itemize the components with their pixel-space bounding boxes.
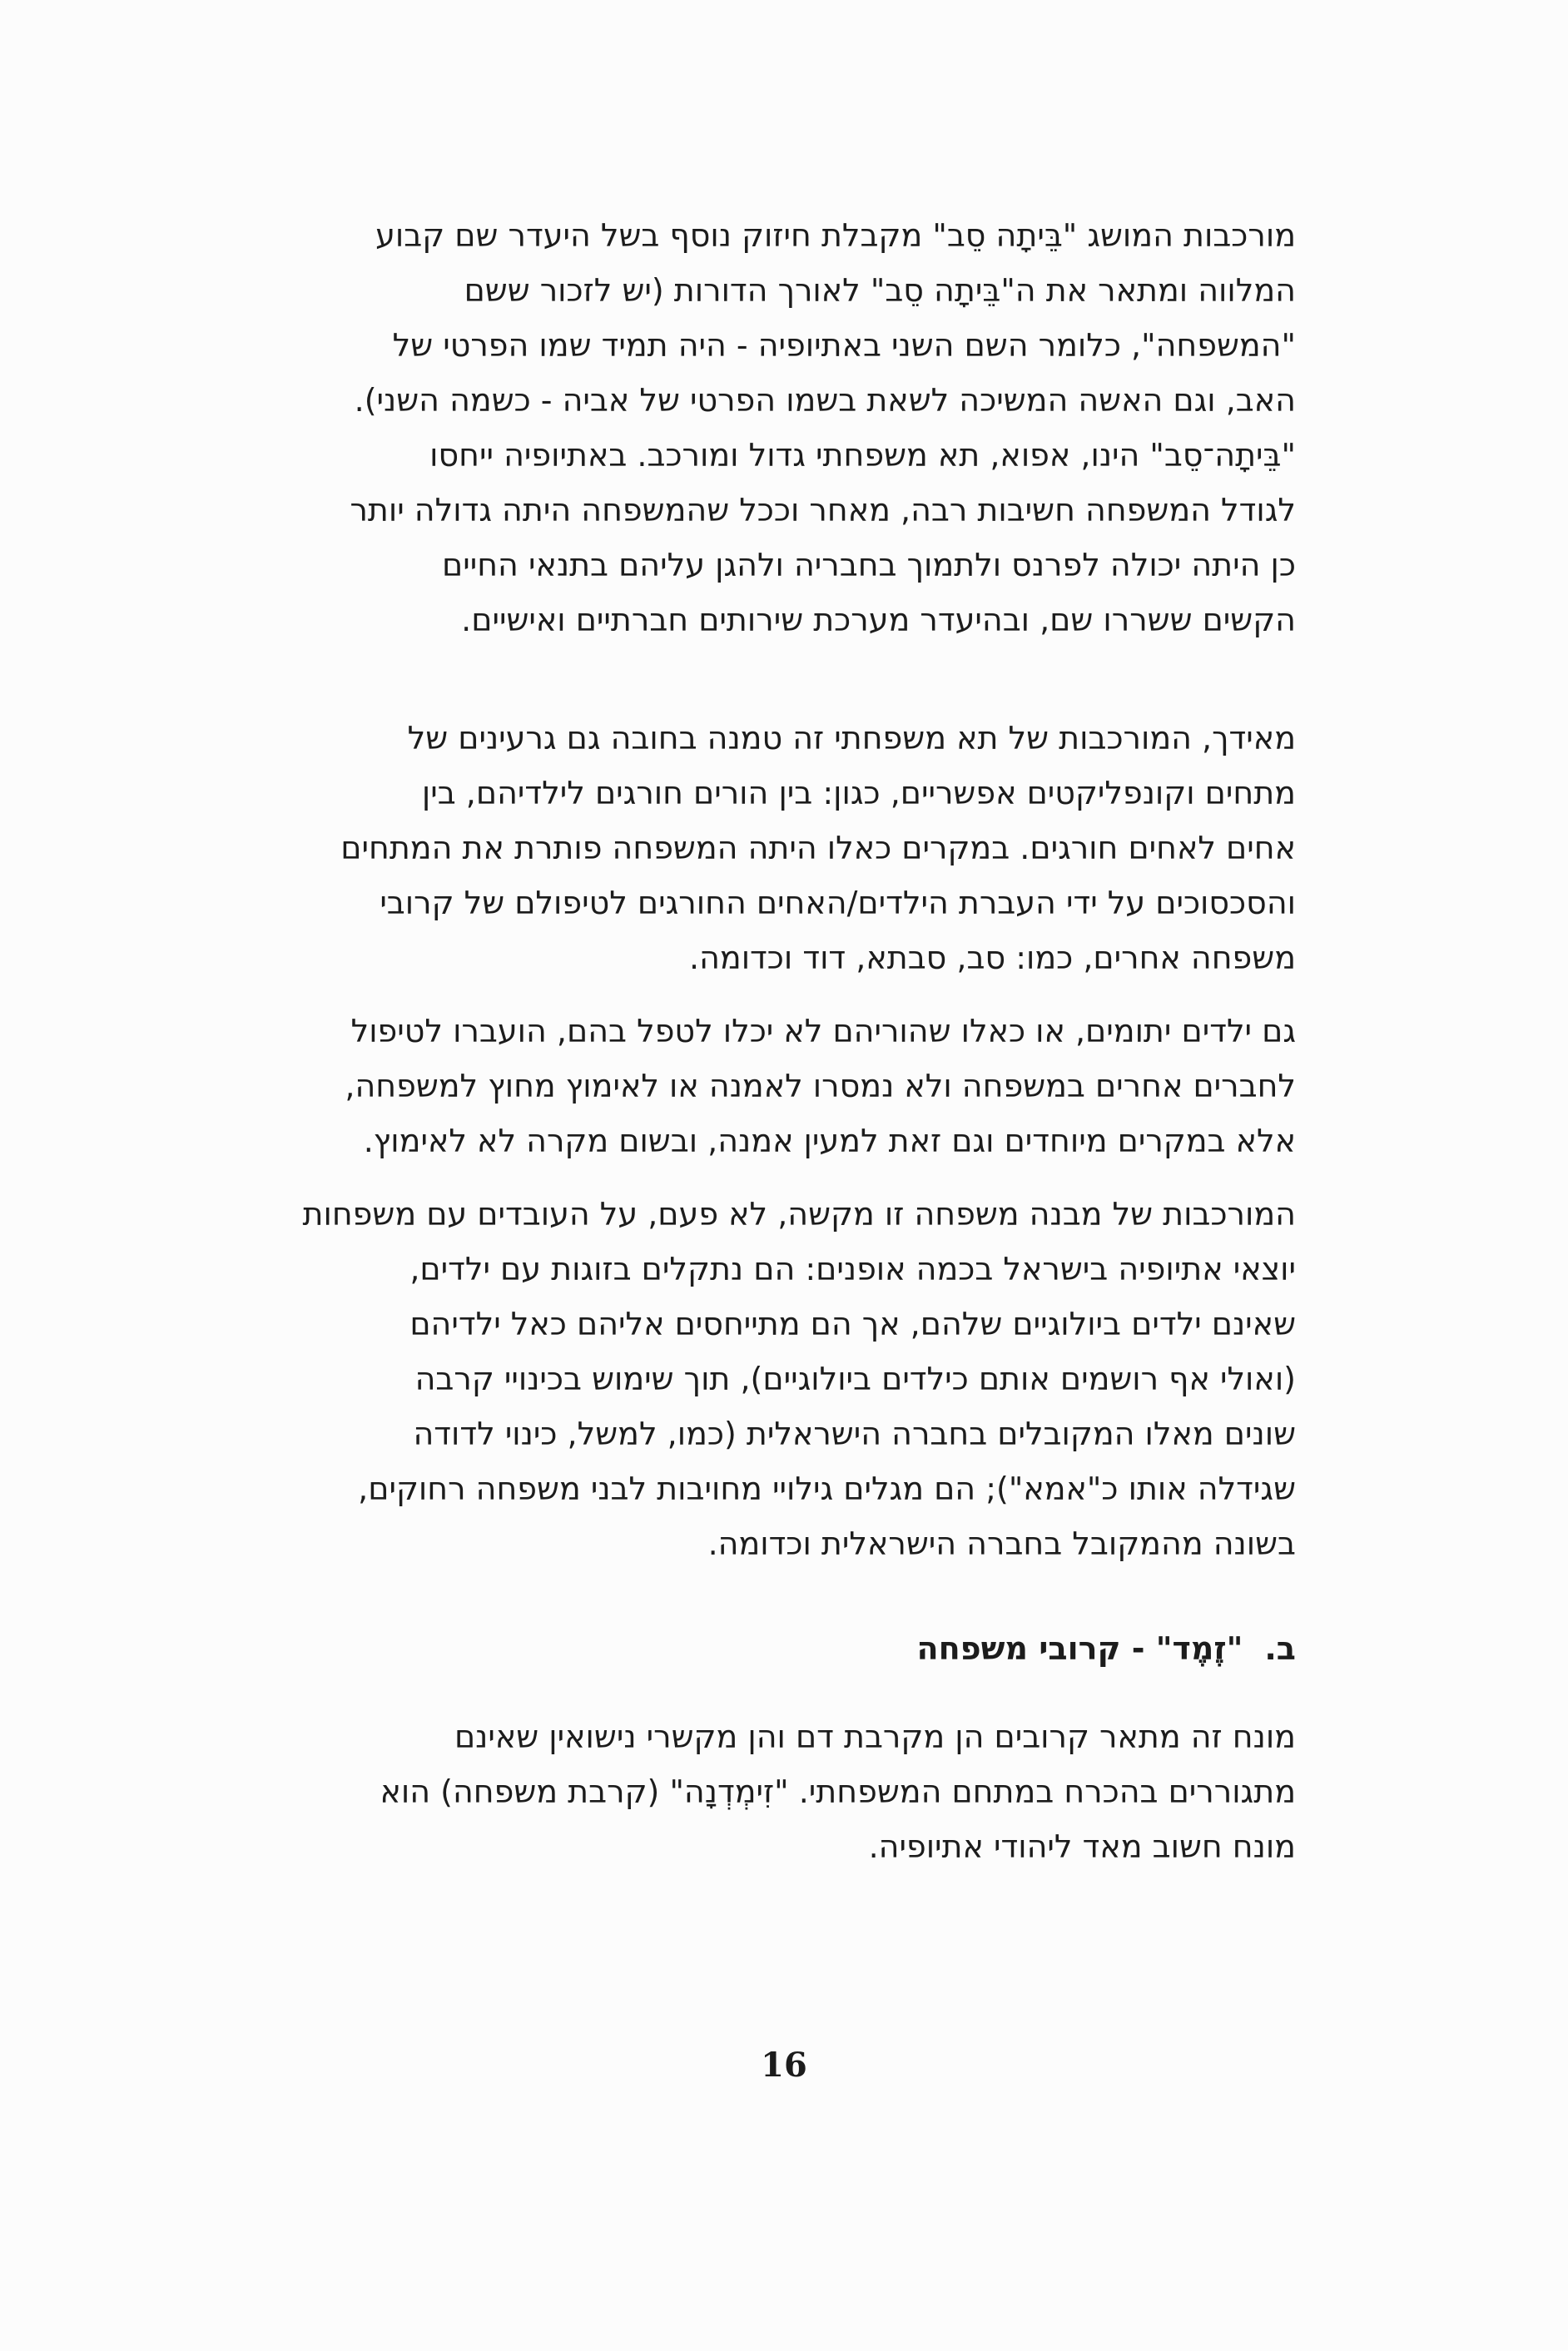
page-body (193, 208, 1296, 1874)
paragraph-family-conflicts: מאידך, המורכבות של תא משפחתי זה טמנה בחובה גם גרעינים של מתחים וקונפליקטים אפשריים, כגון: בין הורים חורגים לילדיהם, בין אחים לאחים חורגים. במקרים כאלו היתה המשפחה פותרת את המתחים והסכסוכים על ידי העברת הילדים/האחים החורגים לטיפולם של קרובי משפחה אחרים, כמו: סב, סבתא, דוד וכדומה. (340, 720, 1296, 976)
page-number: 16 (761, 2046, 807, 2085)
section-title: "זֶמֶד" - קרובי משפחה (916, 1630, 1243, 1667)
section-heading (193, 1621, 1296, 1676)
paragraph-orphans: גם ילדים יתומים, או כאלו שהוריהם לא יכלו לטפל בהם, הועברו לטיפול לחברים אחרים במשפחה ולא נמסרו לאמנה או לאימוץ מחוץ למשפחה, אלא במקרים מיוחדים וגם זאת למעין אמנה, ובשום מקרה לא לאימוץ. (345, 1013, 1296, 1159)
paragraph-zemed-definition: מונח זה מתאר קרובים הן מקרבת דם והן מקשרי נישואין שאינם מתגוררים בהכרח במתחם המשפחתי. "זִימְדְנָה" (קרבת משפחה) הוא מונח חשוב מאד ליהודי אתיופיה. (380, 1719, 1296, 1865)
paragraph-social-workers: המורכבות של מבנה משפחה זו מקשה, לא פעם, על העובדים עם משפחות יוצאי אתיופיה בישראל בכמה אופנים: הם נתקלים בזוגות עם ילדים, שאינם ילדים ביולוגיים שלהם, אך הם מתייחסים אליהם כאל ילדיהם (ואולי אף רושמים אותם כילדים ביולוגיים), תוך שימוש בכינויי קרבה שונים מאלו המקובלים בחברה הישראלית (כמו, למשל, כינוי לדודה שגידלה אותו כ"אמא"); הם מגלים גילויי מחויבות לבני משפחה רחוקים, בשונה מהמקובל בחברה הישראלית וכדומה. (302, 1196, 1296, 1562)
paragraph-beta-sev-complexity: מורכבות המושג "בֵּיתָה סֵב" מקבלת חיזוק נוסף בשל היעדר שם קבוע המלווה ומתאר את ה"בֵּיתָה סֵב" לאורך הדורות (יש לזכור ששם "המשפחה", כלומר השם השני באתיופיה - היה תמיד שמו הפרטי של האב, וגם האשה המשיכה לשאת בשמו הפרטי של אביה - כשמה השני). "בֵּיתָה־סֵב" הינו, אפוא, תא משפחתי גדול ומורכב. באתיופיה ייחסו לגודל המשפחה חשיבות רבה, מאחר וככל שהמשפחה היתה גדולה יותר כן היתה יכולה לפרנס ולתמוך בחבריה ולהגן עליהם בתנאי החיים הקשים ששררו שם, ובהיעדר מערכת שירותים חברתיים ואישיים. (350, 217, 1296, 638)
section-number: ב. (1264, 1630, 1296, 1667)
